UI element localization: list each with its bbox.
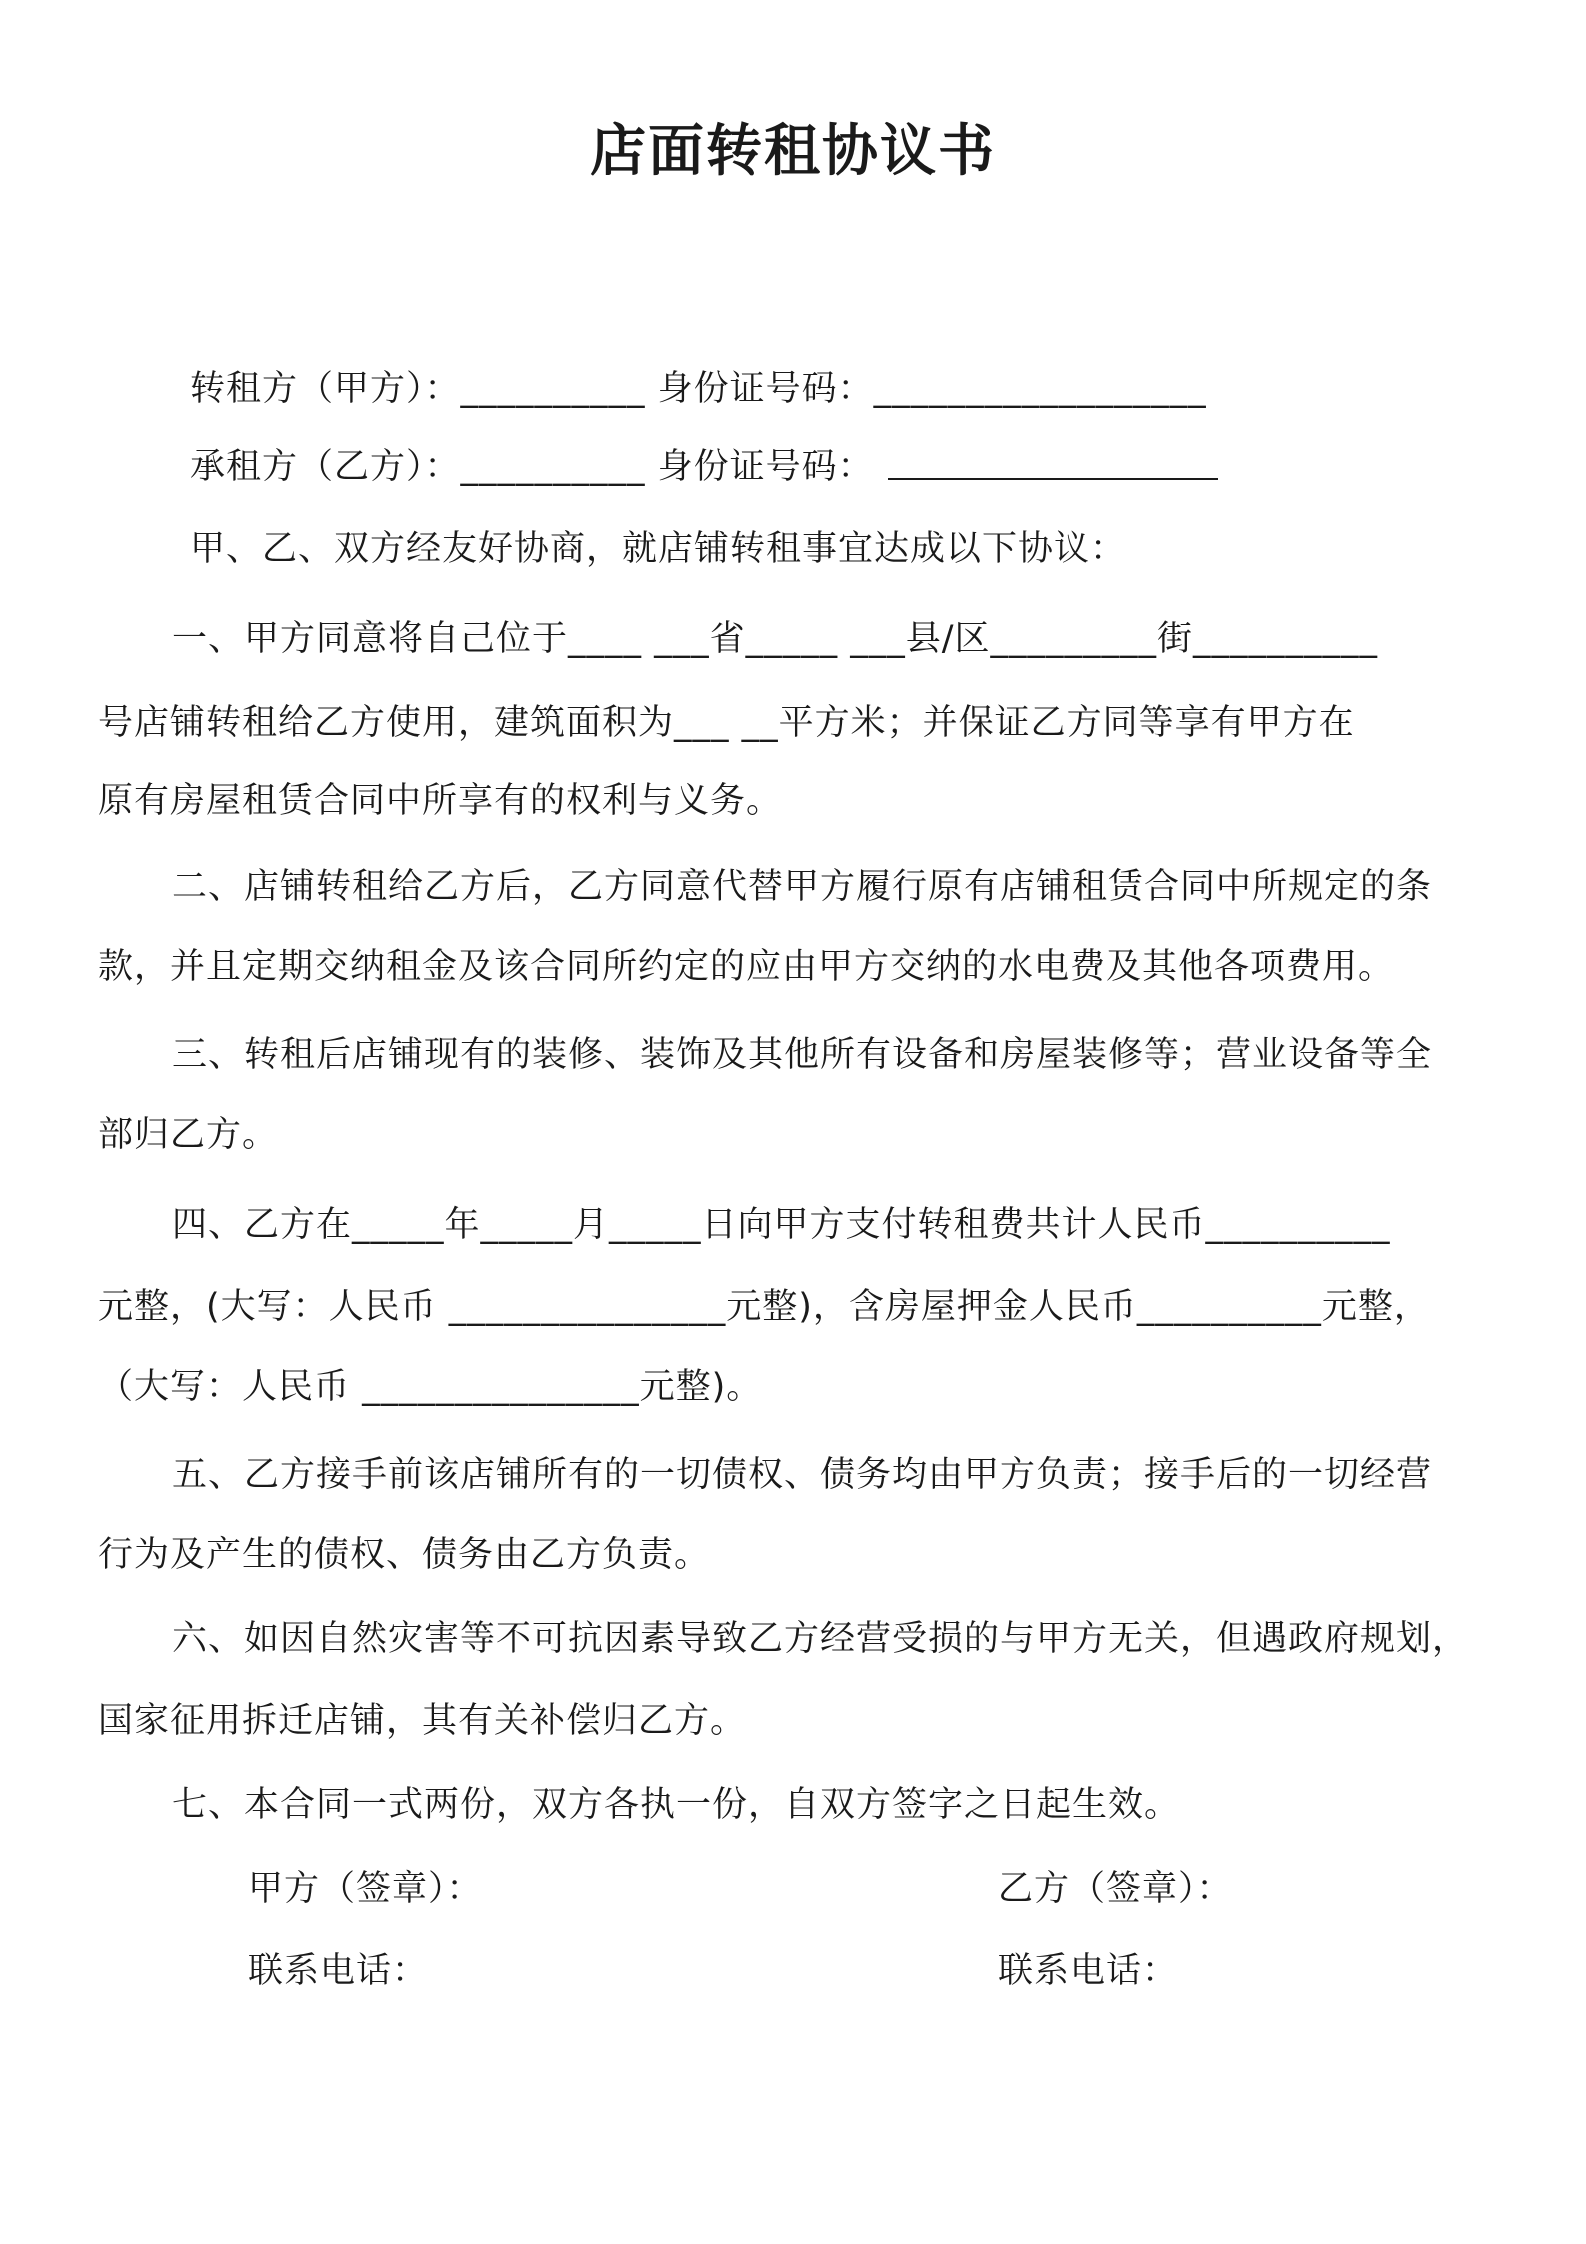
clause-4-line-3: （大写：人民币 _______________元整)。 [98,1367,763,1407]
clause-6-line-1: 六、如因自然灾害等不可抗因素导致乙方经营受损的与甲方无关，但遇政府规划， [172,1619,1469,1659]
party-a-phone-label: 联系电话： [248,1951,429,1991]
party-b-id-blank [888,444,1218,480]
party-b-text: 承租方（乙方）：__________ 身份证号码： [190,447,874,487]
clause-1-line-2: 号店铺转租给乙方使用，建筑面积为___ __平方米；并保证乙方同等享有甲方在 [98,703,1355,743]
clause-3-line-1: 三、转租后店铺现有的装修、装饰及其他所有设备和房屋装修等；营业设备等全 [172,1035,1433,1075]
intro-line: 甲、乙、双方经友好协商，就店铺转租事宜达成以下协议： [190,529,1127,569]
clause-6-line-2: 国家征用拆迁店铺，其有关补偿归乙方。 [98,1701,747,1741]
clause-5-line-2: 行为及产生的债权、债务由乙方负责。 [98,1535,711,1575]
clause-3-line-2: 部归乙方。 [98,1115,279,1155]
party-a-line [190,364,1586,414]
clause-4-line-2: 元整，(大写：人民币 _______________元整)，含房屋押金人民币__________元整， [98,1287,1430,1327]
party-b-signature-label: 乙方（签章）： [998,1869,1233,1909]
clause-2-line-1: 二、店铺转租给乙方后，乙方同意代替甲方履行原有店铺租赁合同中所规定的条 [172,867,1433,907]
party-b-line [190,442,1586,492]
document-title: 店面转租协议书 [590,119,996,184]
clause-7-line-1: 七、本合同一式两份，双方各执一份，自双方签字之日起生效。 [172,1785,1181,1825]
party-a-text: 转租方（甲方）：__________ 身份证号码：__________________ [190,369,1207,409]
clause-1-line-1: 一、甲方同意将自己位于____ ___省_____ ___县/区_________街__________ [172,619,1379,659]
clause-2-line-2: 款，并且定期交纳租金及该合同所约定的应由甲方交纳的水电费及其他各项费用。 [98,947,1395,987]
clause-5-line-1: 五、乙方接手前该店铺所有的一切债权、债务均由甲方负责；接手后的一切经营 [172,1455,1433,1495]
clause-1-line-3: 原有房屋租赁合同中所享有的权利与义务。 [98,781,783,821]
party-a-signature-label: 甲方（签章）： [248,1869,483,1909]
party-b-phone-label: 联系电话： [998,1951,1179,1991]
clause-4-line-1: 四、乙方在_____年_____月_____日向甲方支付转租费共计人民币__________ [172,1205,1391,1245]
